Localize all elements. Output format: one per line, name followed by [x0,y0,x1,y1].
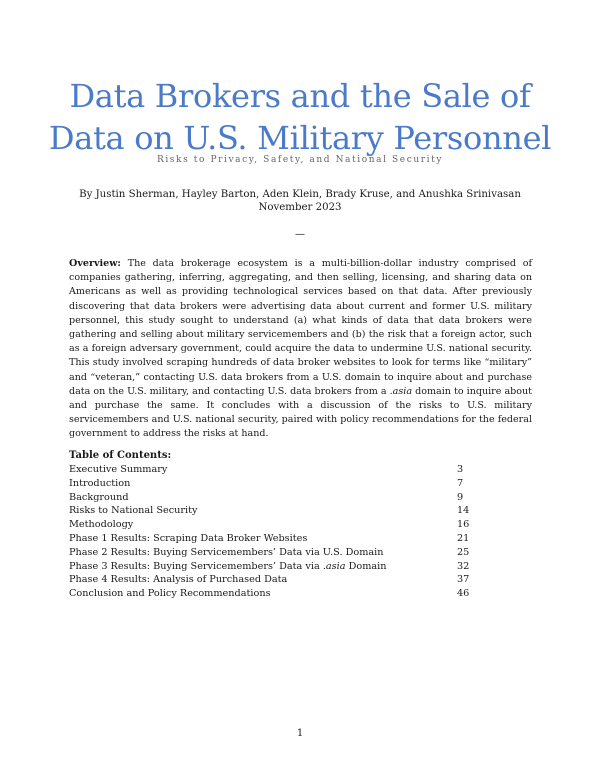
toc-entry[interactable] [69,518,469,532]
toc-entry-page: 32 [457,560,470,572]
toc-entry[interactable] [69,477,469,491]
toc-entry-label: Phase 4 Results: Analysis of Purchased Data [69,574,288,586]
toc-entry-page: 25 [457,546,470,558]
toc-entry-page: 46 [457,588,470,600]
toc-heading: Table of Contents: [69,450,172,461]
toc-entry-page: 37 [457,574,470,586]
toc-entry-label: Risks to National Security [69,505,198,517]
document-subtitle: Risks to Privacy, Safety, and National Security [156,155,444,165]
title-line-1: Data Brokers and the Sale of [69,77,531,115]
toc-entry[interactable] [69,587,469,601]
overview-text: The data brokerage ecosystem is a multi-billion-dollar industry comprised of companies gathering, inferring, aggregating, and then selling, licensing, and sharing data on Americans as well as providing technological services based on that data. After previously discovering that data brokers were advertising data about current and former U.S. military personnel, this study sought to understand (a) what kinds of data that data brokers were gathering and selling about military servicemembers and (b) the risk that a foreign actor, such as a foreign adversary government, could acquire the data to undermine U.S. national security. This study involved scraping hundreds of data broker websites to look for terms like “military” and “veteran,” contacting U.S. data brokers from a U.S. domain to inquire about and purchase data on the U.S. military, and contacting U.S. data brokers from a .asia domain to inquire about and purchase the same. It concludes with a discussion of the risks to U.S. military servicemembers and U.S. national security, paired with policy recommendations for the federal government to address the risks at hand. [69,258,532,440]
toc-entry[interactable] [69,532,469,546]
toc-entry-label: Introduction [69,477,131,489]
toc-entry-page: 9 [457,491,464,503]
toc-entry-page: 3 [457,464,464,475]
publication-date: November 2023 [258,202,342,213]
authors: By Justin Sherman, Hayley Barton, Aden Klein, Brady Kruse, and Anushka Srinivasan [79,189,521,200]
toc-entry-label: Phase 2 Results: Buying Servicemembers’ Data via U.S. Domain [69,546,384,558]
asia-domain-text: .asia [389,385,413,397]
toc-entry-label: Background [69,491,129,503]
toc-entry-label: Methodology [69,519,134,531]
byline [0,188,600,214]
title-line-2: Data on U.S. Military Personnel [48,119,552,157]
separator: — [295,229,305,240]
toc-entry-page: 21 [457,532,470,544]
toc-entry[interactable] [69,463,469,477]
overview-label: Overview: [69,258,121,269]
table-of-contents [69,463,469,601]
toc-entry-page: 16 [457,519,470,531]
document-title [40,75,560,159]
toc-entry-label: Phase 1 Results: Scraping Data Broker Websites [69,532,308,544]
toc-entry[interactable] [69,504,469,518]
toc-entry-label: Conclusion and Policy Recommendations [69,588,271,600]
toc-entry[interactable] [69,491,469,505]
toc-entry-label: Executive Summary [69,464,168,475]
page-number: 1 [296,728,304,739]
toc-entry[interactable] [69,546,469,560]
toc-entry-page: 14 [457,505,470,517]
toc-entry-page: 7 [457,477,464,489]
toc-entry-label: Phase 3 Results: Buying Servicemembers’ Data via .asia Domain [69,560,387,572]
toc-entry[interactable] [69,573,469,587]
toc-entry[interactable] [69,560,469,574]
overview-paragraph [69,257,532,442]
